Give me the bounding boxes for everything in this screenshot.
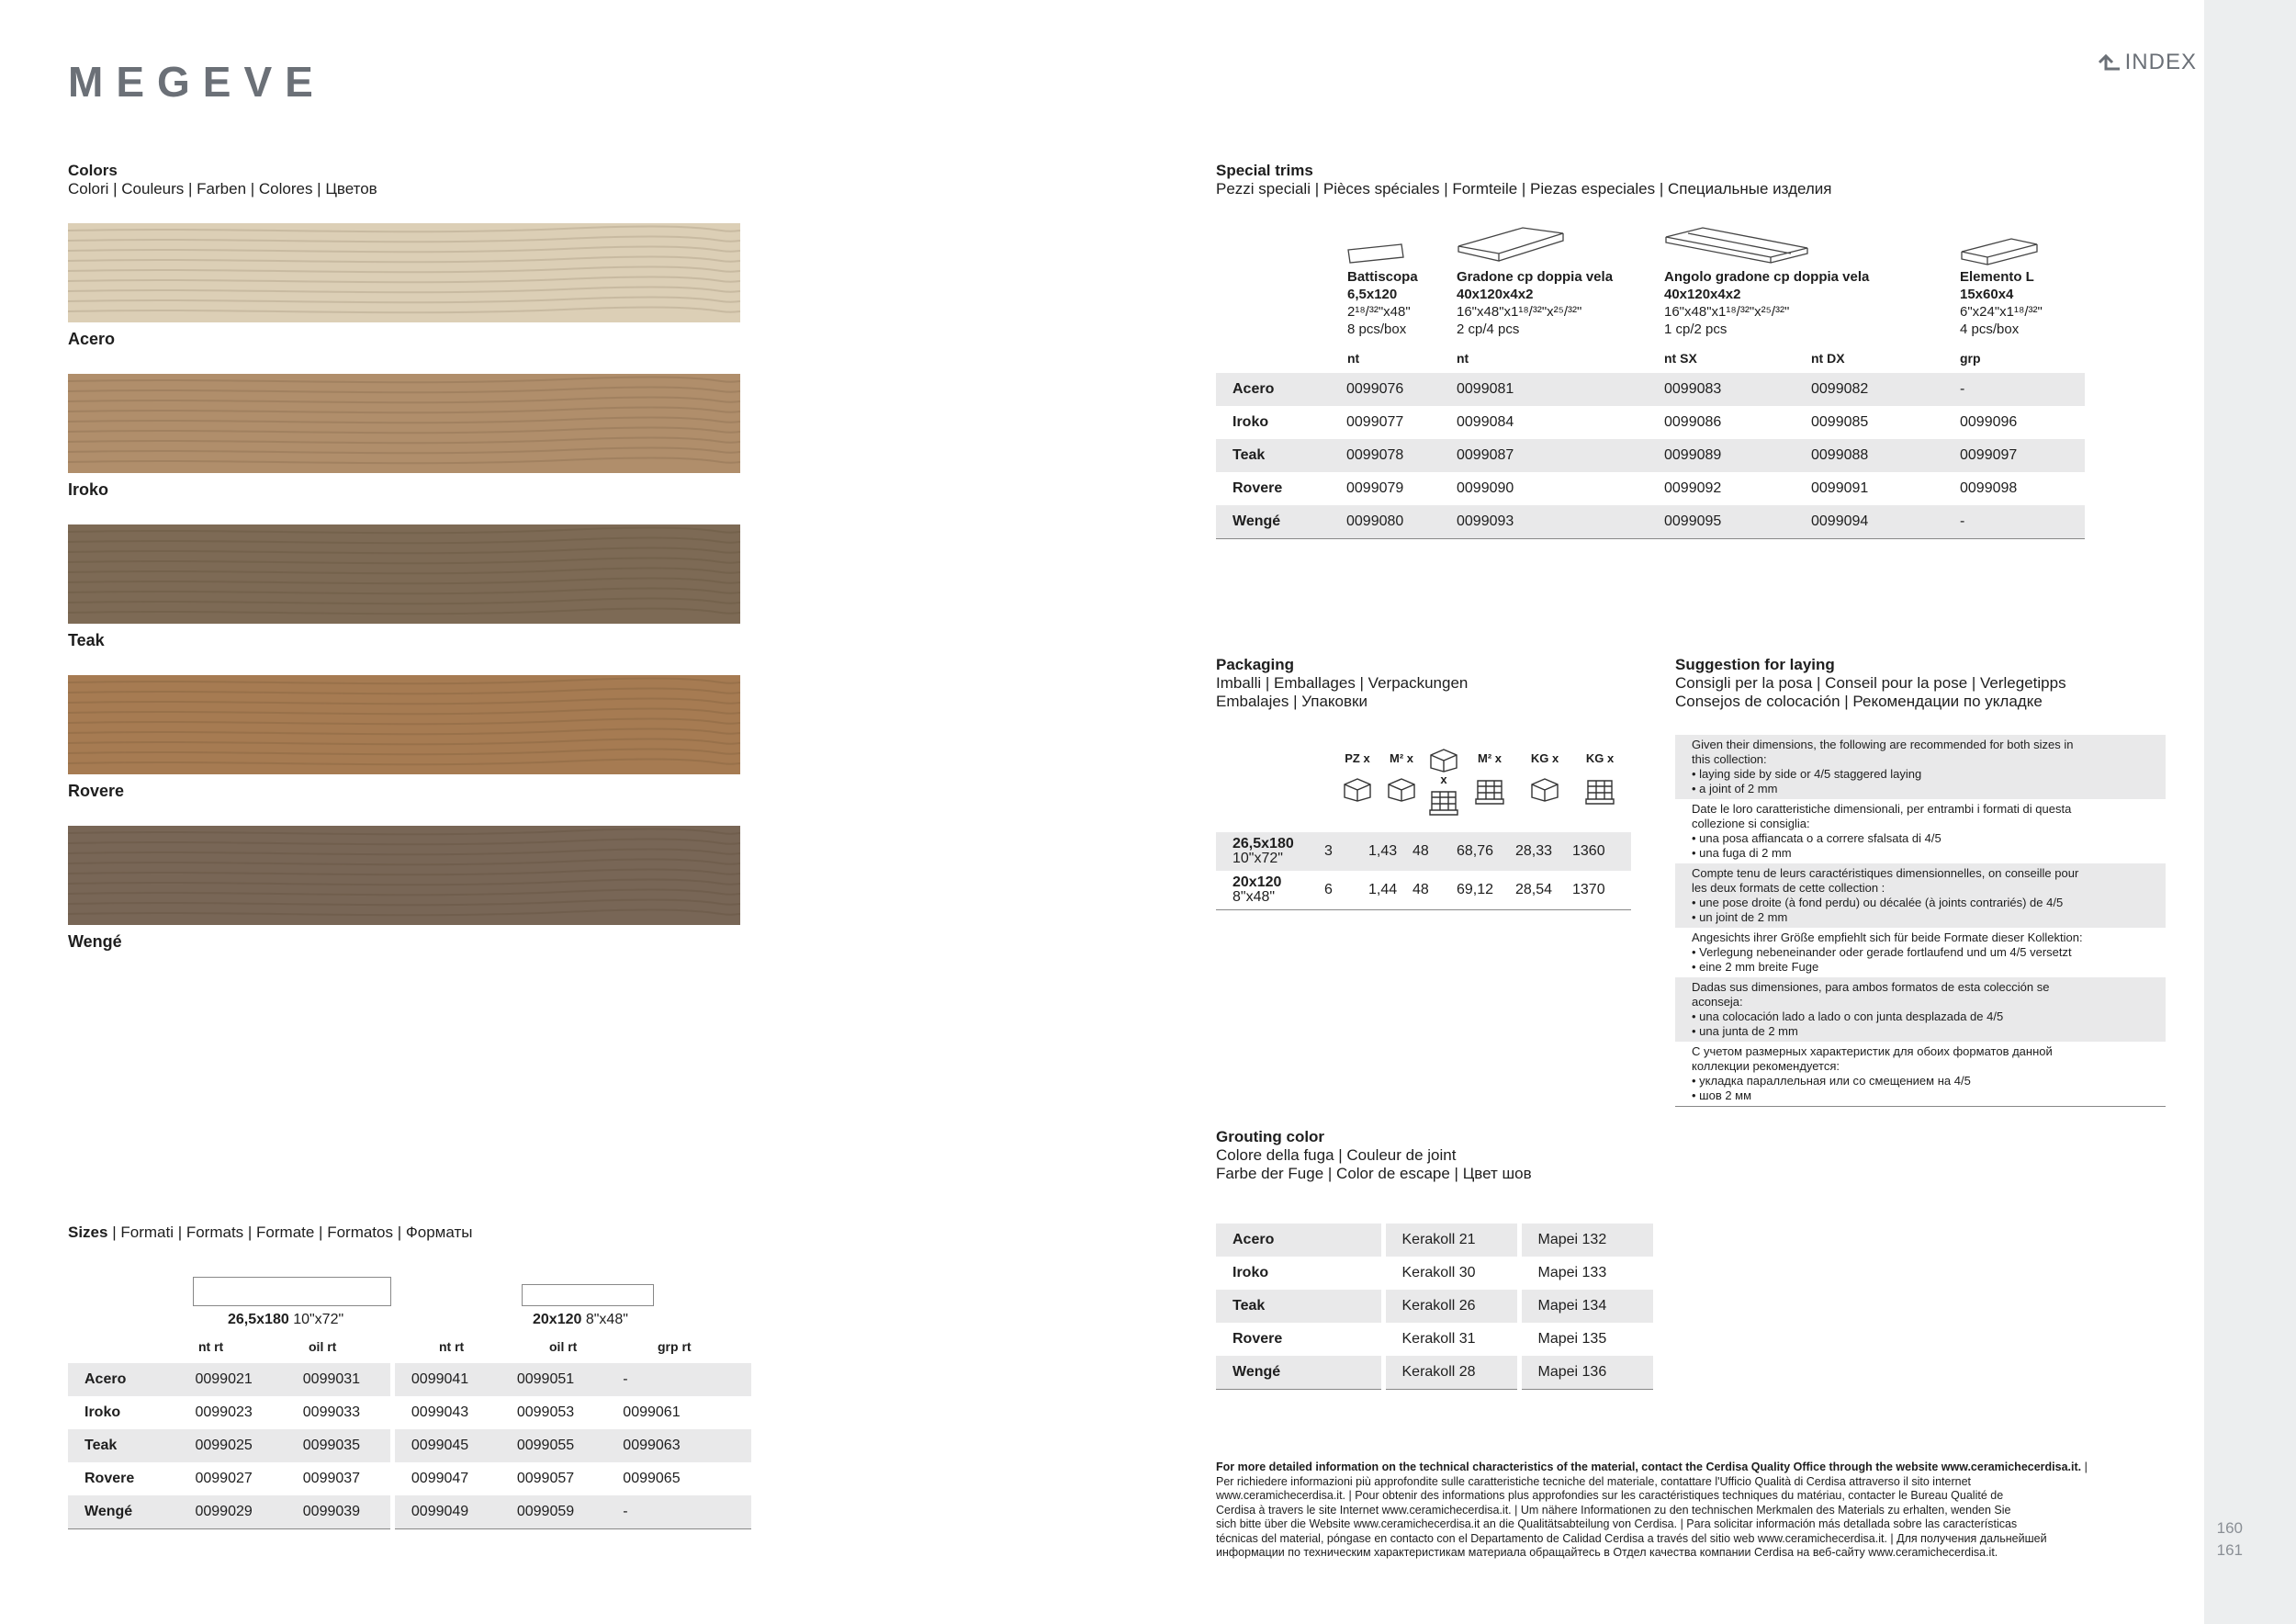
cell-code: 0099047 xyxy=(411,1471,469,1486)
wood-grain-texture xyxy=(68,223,740,322)
trim-pack: 4 pcs/box xyxy=(1960,321,2020,337)
packaging-header-label: M² x xyxy=(1478,751,1502,765)
trims-col-header: nt xyxy=(1347,351,1360,366)
row-size xyxy=(1216,871,1317,910)
table-row xyxy=(1216,472,2085,505)
cell-value: 1,44 xyxy=(1368,882,1398,897)
laying-line: коллекции рекомендуется: xyxy=(1692,1059,1840,1073)
laying-line: • una colocación lado a lado o con junta desplazada de 4/5 xyxy=(1692,1009,2004,1023)
table-row xyxy=(68,1396,751,1429)
size-label: 26,5x180 xyxy=(1232,836,1294,851)
sizes-title: Sizes xyxy=(68,1224,108,1241)
angolo-gradone-drawing xyxy=(1662,224,1811,265)
color-label: Iroko xyxy=(68,480,109,499)
cell-value: 1360 xyxy=(1565,832,1631,871)
color-label: Acero xyxy=(68,330,116,348)
footnote-line: Per richiedere informazioni più approfondite sulle caratteristiche tecniche del materiale, contattare l'Ufficio Qualità di Cerdisa attraverso il sito internet xyxy=(1216,1474,1972,1488)
packaging-header-label: x xyxy=(1440,773,1447,786)
color-swatch xyxy=(68,675,740,774)
trims-col-header: nt xyxy=(1457,351,1469,366)
color-label: Wengé xyxy=(68,932,122,951)
trim-inch: 6"x24"x1¹⁸/³²" xyxy=(1960,304,2043,320)
battiscopa-drawing xyxy=(1346,241,1407,266)
packaging-header-label: KG x xyxy=(1585,751,1615,765)
cell-code: 0099033 xyxy=(287,1396,393,1429)
cell-code: 0099081 xyxy=(1440,373,1648,406)
laying-subtitle2: Consejos de colocación | Рекомендации по укладке xyxy=(1675,693,2043,710)
packaging-col-header xyxy=(1580,746,1620,811)
footnote-line: sich bitte über die Website www.ceramichecerdisa.it an die Qualitätsabteilung von Cerdisa. | Para solicitar información más detallada sobre las características xyxy=(1216,1517,2018,1530)
row-name: Teak xyxy=(1216,439,1330,472)
table-row xyxy=(1216,1224,1653,1257)
packaging-subtitle1: Imballi | Emballages | Verpackungen xyxy=(1216,674,1469,692)
laying-line: Given their dimensions, the following are recommended for both sizes in xyxy=(1692,738,2074,751)
trim-pack: 1 cp/2 pcs xyxy=(1664,321,1728,337)
row-name: Acero xyxy=(68,1363,178,1396)
cell-code: 0099079 xyxy=(1346,480,1404,496)
row-name: Iroko xyxy=(1232,414,1269,430)
laying-line: collezione si consiglia: xyxy=(1692,817,1810,830)
row-name: Acero xyxy=(1216,373,1330,406)
sizes-heading: Sizes | Formati | Formats | Formate | Formatos | Форматы xyxy=(68,1224,473,1241)
table-row xyxy=(1216,406,2085,439)
colors-subtitle: Colori | Couleurs | Farben | Colores | Цветов xyxy=(68,180,377,197)
page-numbers xyxy=(2217,1517,2243,1562)
trim-size: 40x120x4x2 xyxy=(1664,287,1741,302)
cell-code: 0099080 xyxy=(1330,505,1440,539)
laying-line: aconseja: xyxy=(1692,995,1743,1009)
cell-value: 6 xyxy=(1324,882,1333,897)
cell-code: 0099092 xyxy=(1664,480,1722,496)
cell-code: 0099029 xyxy=(178,1495,286,1529)
packaging-col-header xyxy=(1381,746,1422,807)
cell-value: 28,33 xyxy=(1508,832,1565,871)
page-number-left: 160 xyxy=(2216,1519,2243,1537)
cell-code: 0099096 xyxy=(1960,414,2018,430)
laying-block xyxy=(1675,799,2166,863)
footnote-line: técnicas del material, póngase en contacto con el Departamento de Calidad Cerdisa a través del sitio web www.ceramichecerdisa.it. | Для получения дальнейшей xyxy=(1216,1531,2047,1545)
trims-table xyxy=(1216,373,2085,539)
cell-kerakoll: Kerakoll 26 xyxy=(1383,1290,1519,1323)
trims-col-header: grp xyxy=(1960,351,1981,366)
cell-code: 0099097 xyxy=(1943,439,2085,472)
trim-size: 6,5x120 xyxy=(1347,287,1398,302)
trim-inch: 16"x48"x1¹⁸/³²"x²⁵/³²" xyxy=(1457,304,1582,320)
size-label: 20x120 xyxy=(1232,874,1282,890)
cell-code: 0099053 xyxy=(516,1404,575,1420)
trims-title: Special trims xyxy=(1216,162,1313,179)
table-row xyxy=(1216,871,1631,910)
cell-code: 0099045 xyxy=(392,1429,500,1462)
cell-code: 0099076 xyxy=(1330,373,1440,406)
arrow-up-icon xyxy=(2098,53,2122,72)
table-row xyxy=(68,1495,751,1529)
laying-line: Date le loro caratteristiche dimensionali, per entrambi i formati di questa xyxy=(1692,802,2072,816)
cell-code: 0099023 xyxy=(195,1404,253,1420)
trim-inch: 16"x48"x1¹⁸/³²"x²⁵/³²" xyxy=(1664,304,1790,320)
footnote-line: | xyxy=(2084,1460,2088,1473)
table-row xyxy=(1216,1257,1653,1290)
sizes-col-header: nt rt xyxy=(439,1339,465,1354)
packaging-col-header xyxy=(1525,746,1565,807)
cell-code: 0099061 xyxy=(623,1404,681,1420)
cell-value: 48 xyxy=(1412,882,1429,897)
laying-line: • укладка параллельная или со смещением на 4/5 xyxy=(1692,1074,1971,1088)
trim-name: Gradone cp doppia vela xyxy=(1457,269,1614,285)
wood-grain-texture xyxy=(68,524,740,624)
cell-code: 0099078 xyxy=(1330,439,1440,472)
footnote xyxy=(1216,1460,2186,1561)
table-row xyxy=(1216,1290,1653,1323)
laying-line: • шов 2 мм xyxy=(1692,1088,1752,1102)
packaging-header-label: PZ x xyxy=(1345,751,1370,765)
sizes-col-header: oil rt xyxy=(549,1339,578,1354)
trim-item xyxy=(1960,268,2043,338)
cell-code: 0099057 xyxy=(516,1471,575,1486)
grouting-title: Grouting color xyxy=(1216,1128,1325,1145)
table-row xyxy=(1216,1356,1653,1390)
row-name: Wengé xyxy=(68,1495,178,1529)
cell-code: 0099095 xyxy=(1648,505,1795,539)
packaging-col-header xyxy=(1424,746,1464,822)
pallet-icon xyxy=(1469,775,1510,811)
page-edge xyxy=(2204,0,2296,1624)
laying-line: • una junta de 2 mm xyxy=(1692,1024,1798,1038)
trim-name: Elemento L xyxy=(1960,269,2034,285)
cell-code: 0099065 xyxy=(623,1471,681,1486)
trim-size: 15x60x4 xyxy=(1960,287,2014,302)
laying-block xyxy=(1675,1042,2166,1106)
cell-code: - xyxy=(606,1495,735,1529)
cell-code: 0099087 xyxy=(1440,439,1648,472)
cell-code: 0099094 xyxy=(1795,505,1943,539)
cell-code: 0099084 xyxy=(1457,414,1514,430)
trims-heading xyxy=(1216,162,1832,198)
page-title: MEGEVE xyxy=(68,58,326,106)
cell-mapei: Mapei 133 xyxy=(1537,1265,1607,1280)
trim-item xyxy=(1457,268,1613,338)
laying-line: Compte tenu de leurs caractéristiques dimensionnelles, on conseille pour xyxy=(1692,866,2079,880)
trims-subtitle: Pezzi speciali | Pièces spéciales | Formteile | Piezas especiales | Специальные изделия xyxy=(1216,180,1832,197)
cell-value: 28,54 xyxy=(1515,882,1553,897)
trims-col-header: nt SX xyxy=(1664,351,1697,366)
row-name: Teak xyxy=(68,1429,178,1462)
cell-empty xyxy=(735,1429,751,1462)
size-inch: 8"x48" xyxy=(1232,889,1276,905)
cell-code: 0099039 xyxy=(287,1495,393,1529)
cell-code: 0099049 xyxy=(392,1495,500,1529)
cell-mapei: Mapei 134 xyxy=(1519,1290,1653,1323)
sizes-col-header: nt rt xyxy=(198,1339,224,1354)
cell-code: 0099091 xyxy=(1811,480,1869,496)
pallet-icon xyxy=(1580,775,1620,811)
cell-empty xyxy=(735,1462,751,1495)
table-row xyxy=(1216,373,2085,406)
cell-mapei: Mapei 136 xyxy=(1519,1356,1653,1390)
table-row xyxy=(1216,832,1631,871)
sizes-col-header: grp rt xyxy=(658,1339,692,1354)
tile-icon-large xyxy=(193,1277,391,1306)
laying-block xyxy=(1675,735,2166,799)
laying-line: les deux formats de cette collection : xyxy=(1692,881,1885,895)
cell-value: 68,76 xyxy=(1449,832,1508,871)
cell-kerakoll: Kerakoll 30 xyxy=(1383,1257,1519,1290)
cell-code: 0099037 xyxy=(287,1462,393,1495)
cell-kerakoll: Kerakoll 21 xyxy=(1383,1224,1519,1257)
color-label: Teak xyxy=(68,631,105,649)
row-name: Iroko xyxy=(1216,1257,1383,1290)
color-swatch xyxy=(68,826,740,925)
cell-code: 0099083 xyxy=(1648,373,1795,406)
trim-item xyxy=(1347,268,1418,338)
row-name: Acero xyxy=(1216,1224,1383,1257)
footnote-line: www.ceramichecerdisa.it. | Pour obtenir des informations plus approfondies sur les caractéristiques techniques du matériau, contacter le Bureau Qualité de xyxy=(1216,1489,2004,1502)
trim-pack: 2 cp/4 pcs xyxy=(1457,321,1520,337)
cell-code: 0099055 xyxy=(501,1429,606,1462)
laying-line: • una fuga di 2 mm xyxy=(1692,846,1792,860)
laying-list xyxy=(1675,735,2166,1107)
packaging-title: Packaging xyxy=(1216,656,1295,673)
row-name: Rovere xyxy=(1216,1323,1383,1356)
cell-empty xyxy=(735,1396,751,1429)
pallet-icon xyxy=(1424,786,1464,822)
color-swatch xyxy=(68,374,740,473)
color-swatch xyxy=(68,524,740,624)
laying-block xyxy=(1675,977,2166,1042)
laying-block xyxy=(1675,928,2166,977)
trim-size: 40x120x4x2 xyxy=(1457,287,1534,302)
cell-kerakoll: Kerakoll 31 xyxy=(1383,1323,1519,1356)
cell-code: 0099043 xyxy=(411,1404,469,1420)
wood-grain-texture xyxy=(68,826,740,925)
table-row xyxy=(68,1462,751,1495)
laying-line: • une pose droite (à fond perdu) ou décalée (à joints contrariés) de 4/5 xyxy=(1692,896,2064,909)
cell-code: 0099059 xyxy=(501,1495,606,1529)
sizes-subtitle: Formati | Formats | Formate | Formatos | Форматы xyxy=(120,1224,473,1241)
row-name: Iroko xyxy=(84,1404,121,1420)
trim-name: Battiscopa xyxy=(1347,269,1418,285)
cell-code: 0099088 xyxy=(1795,439,1943,472)
cell-code: 0099041 xyxy=(392,1363,500,1396)
cell-value: 48 xyxy=(1405,832,1449,871)
cell-code: 0099077 xyxy=(1346,414,1404,430)
laying-line: • eine 2 mm breite Fuge xyxy=(1692,960,1819,974)
laying-line: С учетом размерных характеристик для обоих форматов данной xyxy=(1692,1044,2053,1058)
packaging-subtitle2: Embalajes | Упаковки xyxy=(1216,693,1367,710)
sizes-table xyxy=(68,1363,751,1529)
laying-line: Angesichts ihrer Größe empfiehlt sich für beide Formate dieser Kollektion: xyxy=(1692,930,2083,944)
index-link[interactable] xyxy=(2098,50,2197,75)
table-row xyxy=(1216,1323,1653,1356)
cell-mapei: Mapei 135 xyxy=(1537,1331,1607,1347)
laying-line: • Verlegung nebeneinander oder gerade fortlaufend und um 4/5 versetzt xyxy=(1692,945,2072,959)
cell-code: 0099089 xyxy=(1648,439,1795,472)
cell-code: 0099093 xyxy=(1440,505,1648,539)
packaging-table xyxy=(1216,832,1631,910)
packaging-col-header xyxy=(1337,746,1378,807)
trim-inch: 2¹⁸/³²"x48" xyxy=(1347,304,1411,320)
elemento-l-drawing xyxy=(1958,235,2041,266)
cell-code: - xyxy=(1943,505,2085,539)
cell-code: 0099082 xyxy=(1795,373,1943,406)
sizes-col-header: oil rt xyxy=(309,1339,337,1354)
laying-line: Dadas sus dimensiones, para ambos formatos de esta colección se xyxy=(1692,980,2050,994)
table-row xyxy=(1216,505,2085,539)
cell-kerakoll: Kerakoll 28 xyxy=(1383,1356,1519,1390)
laying-subtitle1: Consigli per la posa | Conseil pour la pose | Verlegetipps xyxy=(1675,674,2066,692)
table-row xyxy=(68,1429,751,1462)
size-inch: 10"x72" xyxy=(1232,851,1283,866)
table-row xyxy=(1216,439,2085,472)
packaging-heading xyxy=(1216,656,1468,711)
laying-line: • laying side by side or 4/5 staggered laying xyxy=(1692,767,1922,781)
table-row xyxy=(68,1363,751,1396)
grouting-heading xyxy=(1216,1128,1532,1183)
footnote-bold: For more detailed information on the technical characteristics of the material, contact the Cerdisa Quality Office through the website www.ceramichecerdisa.it. xyxy=(1216,1460,2082,1473)
cell-code: 0099025 xyxy=(178,1429,286,1462)
tile-icon-small xyxy=(522,1284,654,1306)
grouting-subtitle1: Colore della fuga | Couleur de joint xyxy=(1216,1146,1457,1164)
box-icon xyxy=(1337,775,1378,807)
laying-title: Suggestion for laying xyxy=(1675,656,1835,673)
footnote-line: Cerdisa à travers le site Internet www.ceramichecerdisa.it. | Um nähere Informationen zu den technischen Merkmalen des Materials zu erhalten, wenden Sie xyxy=(1216,1503,2011,1517)
row-name: Rovere xyxy=(84,1471,135,1486)
footnote-line: информации по техническим характеристикам материала обращайтесь в Отдел качества компании Cerdisa на веб-сайту www.ceramichecerdisa.it. xyxy=(1216,1546,1998,1559)
cell-code: 0099027 xyxy=(195,1471,253,1486)
cell-code: - xyxy=(606,1363,735,1396)
cell-empty xyxy=(735,1363,751,1396)
cell-code: 0099085 xyxy=(1811,414,1869,430)
index-label: INDEX xyxy=(2124,50,2197,74)
colors-title: Colors xyxy=(68,162,118,179)
packaging-header-label: KG x xyxy=(1530,751,1559,765)
colors-heading xyxy=(68,162,377,198)
cell-value: 1370 xyxy=(1572,882,1605,897)
box-icon xyxy=(1381,775,1422,807)
laying-line: • a joint of 2 mm xyxy=(1692,782,1778,795)
row-name: Rovere xyxy=(1232,480,1283,496)
laying-block xyxy=(1675,863,2166,928)
packaging-header-label: M² x xyxy=(1390,751,1413,765)
cell-code: 0099031 xyxy=(287,1363,393,1396)
cell-code: 0099098 xyxy=(1960,480,2018,496)
box-icon xyxy=(1525,775,1565,807)
cell-value: 3 xyxy=(1317,832,1361,871)
cell-value: 69,12 xyxy=(1457,882,1494,897)
row-name: Teak xyxy=(1216,1290,1383,1323)
cell-code: - xyxy=(1943,373,2085,406)
row-name: Wengé xyxy=(1216,505,1330,539)
grouting-table xyxy=(1216,1224,1653,1390)
row-name: Wengé xyxy=(1216,1356,1383,1390)
trim-item xyxy=(1664,268,1869,338)
laying-line: • un joint de 2 mm xyxy=(1692,910,1788,924)
gradone-drawing xyxy=(1455,224,1567,265)
grouting-subtitle2: Farbe der Fuge | Color de escape | Цвет шов xyxy=(1216,1165,1532,1182)
packaging-col-header xyxy=(1469,746,1510,811)
cell-code: 0099021 xyxy=(178,1363,286,1396)
cell-mapei: Mapei 132 xyxy=(1519,1224,1653,1257)
trim-pack: 8 pcs/box xyxy=(1347,321,1407,337)
cell-value: 1,43 xyxy=(1361,832,1405,871)
cell-code: 0099051 xyxy=(501,1363,606,1396)
cell-empty xyxy=(735,1495,751,1529)
color-label: Rovere xyxy=(68,782,125,800)
page-number-right: 161 xyxy=(2216,1541,2243,1559)
cell-code: 0099090 xyxy=(1457,480,1514,496)
laying-heading xyxy=(1675,656,2066,711)
trim-name: Angolo gradone cp doppia vela xyxy=(1664,269,1870,285)
cell-code: 0099063 xyxy=(606,1429,735,1462)
cell-code: 0099086 xyxy=(1664,414,1722,430)
color-swatch xyxy=(68,223,740,322)
format1-label: 26,5x180 10"x72" xyxy=(228,1312,344,1327)
laying-line: • una posa affiancata o a correre sfalsata di 4/5 xyxy=(1692,831,1941,845)
row-size xyxy=(1216,832,1317,871)
wood-grain-texture xyxy=(68,374,740,473)
cell-code: 0099035 xyxy=(287,1429,393,1462)
format2-label: 20x120 8"x48" xyxy=(533,1312,628,1327)
trims-col-header: nt DX xyxy=(1811,351,1845,366)
laying-line: this collection: xyxy=(1692,752,1767,766)
wood-grain-texture xyxy=(68,675,740,774)
